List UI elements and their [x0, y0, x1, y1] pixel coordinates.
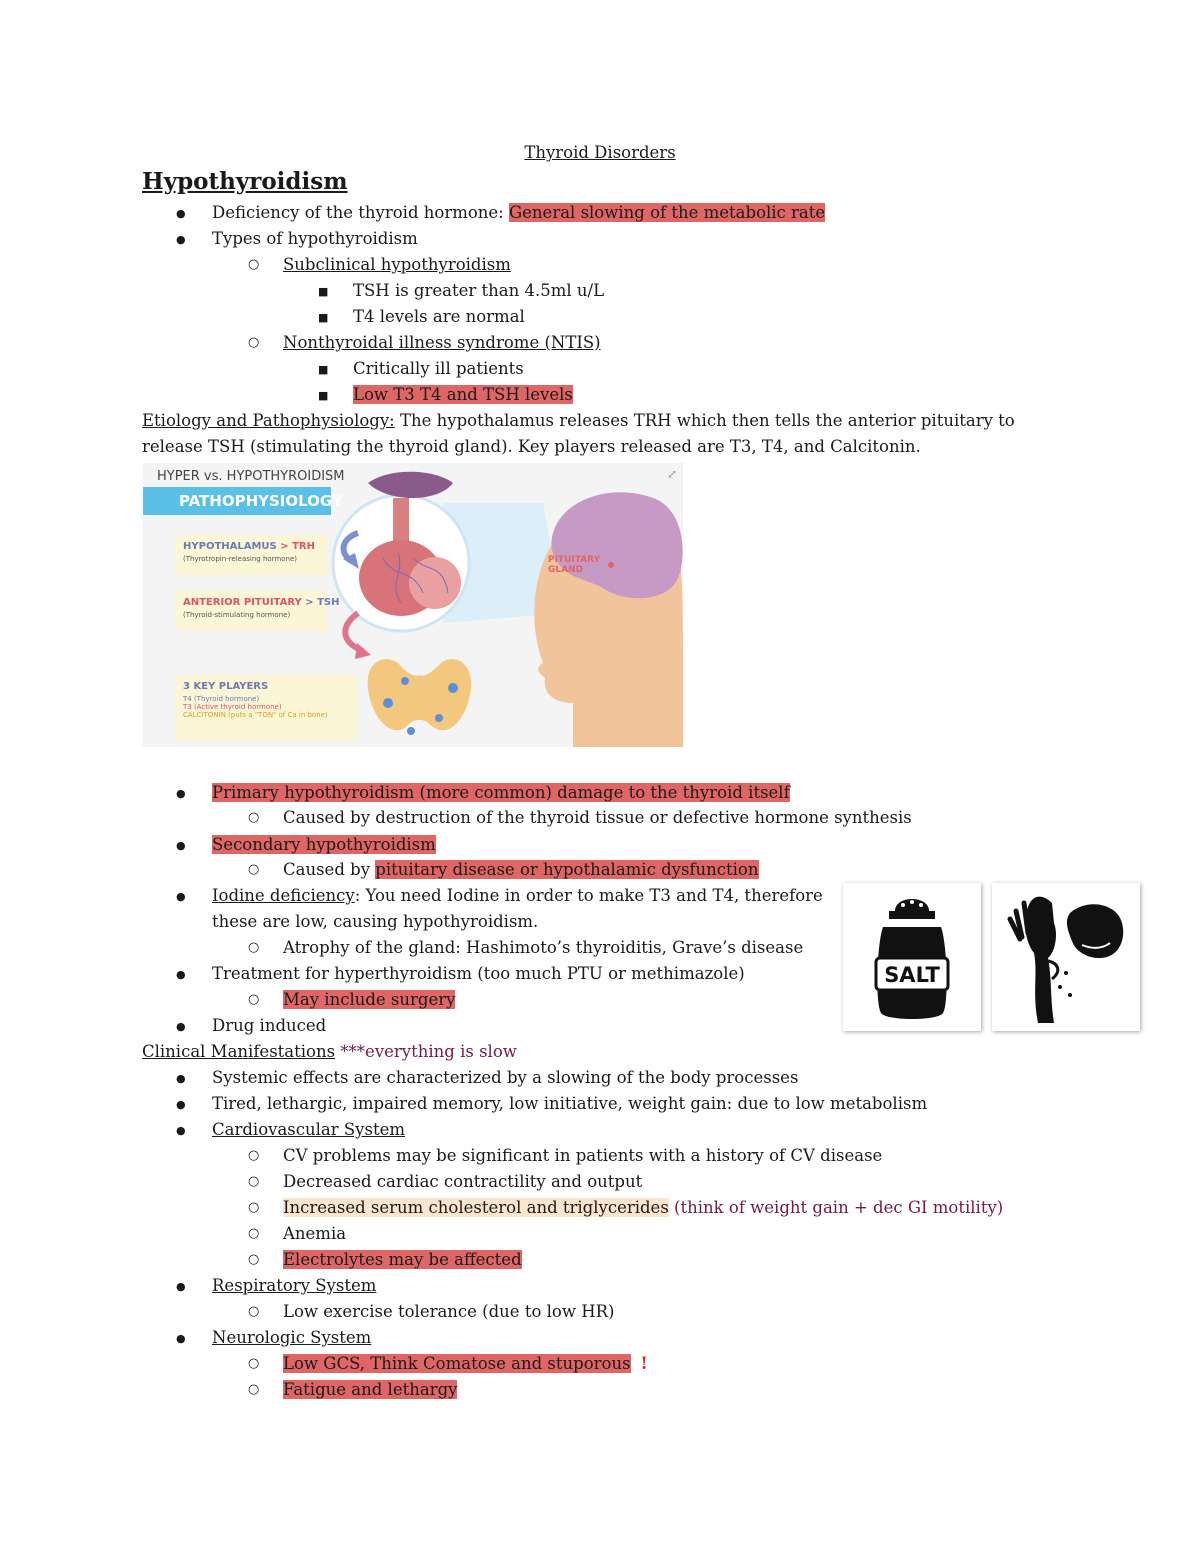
list-item-continuation: these are low, causing hypothyroidism. — [212, 912, 539, 931]
list-item: Respiratory System — [212, 1276, 377, 1295]
salt-shaker-image — [843, 883, 981, 1031]
figure-top-title: HYPER vs. HYPOTHYROIDISM — [157, 469, 345, 484]
paragraph: release TSH (stimulating the thyroid gland). Key players released are T3, T4, and Calcitonin. — [142, 437, 921, 456]
list-item: Low T3 T4 and TSH levels — [353, 385, 573, 404]
figure-box-hypothalamus: HYPOTHALAMUS > TRH (Thyrotropin-releasing hormone) — [175, 535, 327, 575]
bullet-dot: ● — [176, 1332, 186, 1345]
list-item: Secondary hypothyroidism — [212, 835, 436, 854]
salt-bae-image — [992, 883, 1140, 1031]
pituitary-label: PITUITARY GLAND — [548, 555, 601, 575]
bullet-circle: ○ — [248, 1226, 260, 1241]
list-item: Low exercise tolerance (due to low HR) — [283, 1302, 615, 1321]
bullet-circle: ○ — [248, 257, 260, 272]
salt-shaker-icon — [843, 883, 981, 1031]
list-item: Low GCS, Think Comatose and stuporous ! — [283, 1354, 648, 1373]
list-item: Primary hypothyroidism (more common) damage to the thyroid itself — [212, 783, 790, 802]
anatomy-illustration — [143, 463, 683, 747]
list-item: Deficiency of the thyroid hormone: General slowing of the metabolic rate — [212, 203, 826, 222]
bullet-square: ■ — [318, 389, 329, 402]
bullet-circle: ○ — [248, 1304, 260, 1319]
document-title: Thyroid Disorders — [524, 143, 676, 162]
paragraph: Clinical Manifestations ***everything is slow — [142, 1042, 517, 1061]
list-item: Treatment for hyperthyroidism (too much PTU or methimazole) — [212, 964, 745, 983]
bullet-square: ■ — [318, 311, 329, 324]
bullet-circle: ○ — [248, 940, 260, 955]
bullet-dot: ● — [176, 787, 186, 800]
list-item: TSH is greater than 4.5ml u/L — [353, 281, 605, 300]
bullet-circle: ○ — [248, 1356, 260, 1371]
bullet-circle: ○ — [248, 1148, 260, 1163]
list-item: Decreased cardiac contractility and output — [283, 1172, 643, 1191]
bullet-circle: ○ — [248, 992, 260, 1007]
bullet-dot: ● — [176, 1280, 186, 1293]
bullet-circle: ○ — [248, 1200, 260, 1215]
bullet-circle: ○ — [248, 1252, 260, 1267]
list-item: Anemia — [283, 1224, 347, 1243]
list-item: Subclinical hypothyroidism — [283, 255, 511, 274]
bullet-circle: ○ — [248, 862, 260, 877]
bullet-dot: ● — [176, 233, 186, 246]
list-item: Electrolytes may be affected — [283, 1250, 522, 1269]
list-item: Fatigue and lethargy — [283, 1380, 458, 1399]
bullet-dot: ● — [176, 839, 186, 852]
bullet-dot: ● — [176, 1098, 186, 1111]
list-item: Drug induced — [212, 1016, 327, 1035]
figure-banner: PATHOPHYSIOLOGY — [143, 487, 331, 515]
figure-box-pituitary: ANTERIOR PITUITARY > TSH (Thyroid-stimulating hormone) — [175, 591, 327, 631]
bullet-dot: ● — [176, 1020, 186, 1033]
pathophysiology-figure — [143, 463, 683, 747]
bullet-dot: ● — [176, 968, 186, 981]
bullet-dot: ● — [176, 1124, 186, 1137]
bullet-circle: ○ — [248, 335, 260, 350]
bullet-dot: ● — [176, 207, 186, 220]
list-item: Nonthyroidal illness syndrome (NTIS) — [283, 333, 601, 352]
section-heading: Hypothyroidism — [142, 168, 348, 195]
list-item: Atrophy of the gland: Hashimoto’s thyroiditis, Grave’s disease — [283, 938, 804, 957]
list-item: May include surgery — [283, 990, 456, 1009]
list-item: Critically ill patients — [353, 359, 524, 378]
bullet-dot: ● — [176, 890, 186, 903]
salt-bae-silhouette-icon — [992, 883, 1140, 1031]
salt-label: SALT — [884, 963, 940, 987]
bullet-square: ■ — [318, 285, 329, 298]
bullet-circle: ○ — [248, 810, 260, 825]
exclamation-icon: ! — [640, 1354, 648, 1373]
list-item: Iodine deficiency: You need Iodine in order to make T3 and T4, therefore — [212, 886, 823, 905]
list-item: CV problems may be significant in patients with a history of CV disease — [283, 1146, 883, 1165]
bullet-square: ■ — [318, 363, 329, 376]
list-item: Cardiovascular System — [212, 1120, 405, 1139]
list-item: Systemic effects are characterized by a slowing of the body processes — [212, 1068, 799, 1087]
bullet-circle: ○ — [248, 1382, 260, 1397]
list-item: Caused by pituitary disease or hypothalamic dysfunction — [283, 860, 759, 879]
list-item: T4 levels are normal — [353, 307, 525, 326]
expand-icon: ⤢ — [666, 467, 677, 481]
list-item: Types of hypothyroidism — [212, 229, 418, 248]
bullet-dot: ● — [176, 1072, 186, 1085]
list-item: Increased serum cholesterol and triglycerides (think of weight gain + dec GI motility) — [283, 1198, 1004, 1217]
figure-box-key-players: 3 KEY PLAYERS T4 (Thyroid hormone) T3 (Active thyroid hormone) CALCITONIN (puts a "TON" of Ca in bone) — [175, 675, 357, 741]
bullet-circle: ○ — [248, 1174, 260, 1189]
list-item: Tired, lethargic, impaired memory, low initiative, weight gain: due to low metabolism — [212, 1094, 928, 1113]
list-item: Caused by destruction of the thyroid tissue or defective hormone synthesis — [283, 808, 912, 827]
paragraph: Etiology and Pathophysiology: The hypothalamus releases TRH which then tells the anterior pituitary to — [142, 411, 1015, 430]
list-item: Neurologic System — [212, 1328, 372, 1347]
